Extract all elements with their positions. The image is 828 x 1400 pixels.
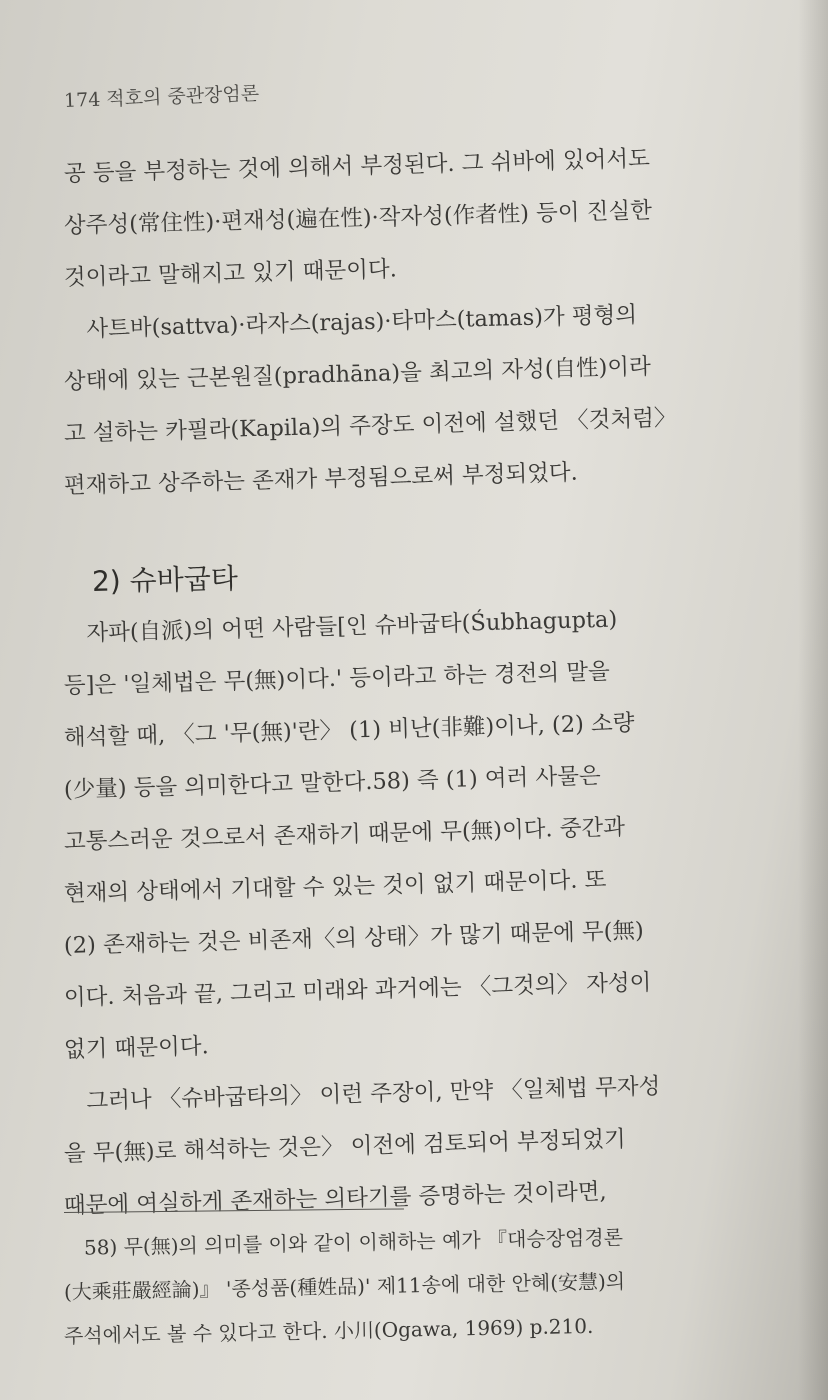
running-head: 174 적호의 중관장엄론 <box>63 82 260 112</box>
text-line: (2) 존재하는 것은 비존재〈의 상태〉가 많기 때문에 무(無) <box>63 917 645 959</box>
footnote-line: 주석에서도 볼 수 있다고 한다. 小川(Ogawa, 1969) p.210. <box>63 1313 594 1348</box>
page-edge-shadow <box>798 0 828 1400</box>
section-heading: 2) 슈바굽타 <box>91 561 239 598</box>
text-line: 때문에 여실하게 존재하는 의타기를 증명하는 것이라면, <box>63 1178 607 1219</box>
text-line: 해석할 때, 〈그 '무(無)'란〉 (1) 비난(非難)이나, (2) 소량 <box>63 710 635 751</box>
text-line: 이다. 처음과 끝, 그리고 미래와 과거에는 〈그것의〉 자성이 <box>63 969 652 1011</box>
footnote-line: 58) 무(無)의 의미를 이와 같이 이해하는 예가 『대승장엄경론 <box>63 1225 624 1260</box>
text-line: 그러나 〈슈바굽타의〉 이런 주장이, 만약 〈일체법 무자성 <box>63 1073 661 1115</box>
text-line: 공 등을 부정하는 것에 의해서 부정된다. 그 쉬바에 있어서도 <box>63 145 651 187</box>
footnote-line: (大乘莊嚴經論)』 '종성품(種姓品)' 제11송에 대한 안혜(安慧)의 <box>63 1269 626 1304</box>
text-line: 상주성(常住性)·편재성(遍在性)·작자성(作者性) 등이 진실한 <box>63 197 653 239</box>
text-line: 것이라고 말해지고 있기 때문이다. <box>63 256 398 291</box>
text-line: 사트바(sattva)·라자스(rajas)·타마스(tamas)가 평형의 <box>63 301 638 343</box>
paragraph-2 <box>64 608 764 1232</box>
text-line: 등]은 '일체법은 무(無)이다.' 등이라고 하는 경전의 말을 <box>63 658 611 699</box>
footnote-58 <box>64 1226 764 1358</box>
text-line: 없기 때문이다. <box>63 1033 210 1063</box>
text-line: (少量) 등을 의미한다고 말한다.58) 즉 (1) 여러 사물은 <box>63 762 601 803</box>
paragraph-1 <box>63 145 764 512</box>
text-line: 고통스러운 것으로서 존재하기 때문에 무(無)이다. 중간과 <box>63 814 626 855</box>
text-line: 자파(自派)의 어떤 사람들[인 슈바굽타(Śubhagupta) <box>63 606 618 647</box>
text-line: 편재하고 상주하는 존재가 부정됨으로써 부정되었다. <box>63 459 579 499</box>
text-line: 현재의 상태에서 기대할 수 있는 것이 없기 때문이다. 또 <box>63 866 607 907</box>
text-line: 을 무(無)로 해석하는 것은〉 이전에 검토되어 부정되었기 <box>63 1126 627 1167</box>
text-line: 상태에 있는 근본원질(pradhāna)을 최고의 자성(自性)이라 <box>63 353 652 395</box>
text-line: 고 설하는 카필라(Kapila)의 주장도 이전에 설했던 〈것처럼〉 <box>63 404 677 447</box>
